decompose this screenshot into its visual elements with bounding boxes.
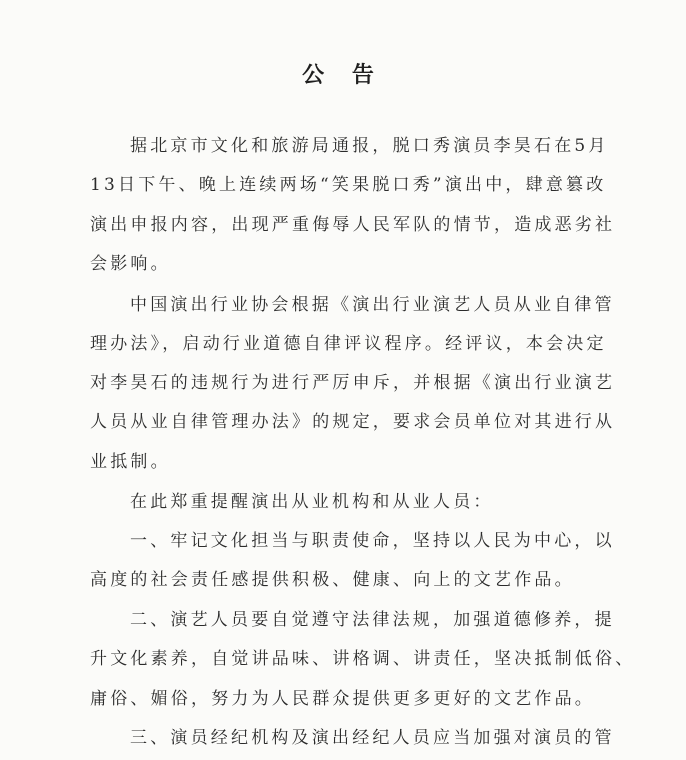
text-line: 庸俗、媚俗，努力为人民群众提供更多更好的文艺作品。 (90, 689, 595, 709)
text-line: 理办法》，启动行业道德自律评议程序。经评议，本会决定 (90, 334, 607, 354)
text-line: 中国演出行业协会根据《演出行业演艺人员从业自律管 (130, 295, 615, 315)
text-line: 据北京市文化和旅游局通报，脱口秀演员李昊石在5月 (130, 136, 609, 156)
text-line: 业抵制。 (90, 452, 171, 472)
text-line: 升文化素养，自觉讲品味、讲格调、讲责任，坚决抵制低俗、 (90, 649, 636, 669)
text-line: 一、牢记文化担当与职责使命，坚持以人民为中心，以 (130, 531, 615, 551)
document-title: 公 告 (302, 62, 384, 88)
text-line: 二、演艺人员要自觉遵守法律法规，加强道德修养，提 (130, 610, 615, 630)
text-line: 会影响。 (90, 254, 171, 274)
text-line: 三、演员经纪机构及演出经纪人员应当加强对演员的管 (130, 728, 615, 748)
text-line: 在此郑重提醒演出从业机构和从业人员： (130, 492, 494, 512)
text-line: 人员从业自律管理办法》的规定，要求会员单位对其进行从 (90, 412, 616, 432)
text-line: 演出申报内容，出现严重侮辱人民军队的情节，造成恶劣社 (90, 215, 616, 235)
text-line: 对李昊石的违规行为进行严厉申斥，并根据《演出行业演艺 (90, 373, 616, 393)
text-line: 13日下午、晚上连续两场“笑果脱口秀”演出中，肆意篡改 (90, 175, 607, 195)
text-line: 高度的社会责任感提供积极、健康、向上的文艺作品。 (90, 570, 575, 590)
